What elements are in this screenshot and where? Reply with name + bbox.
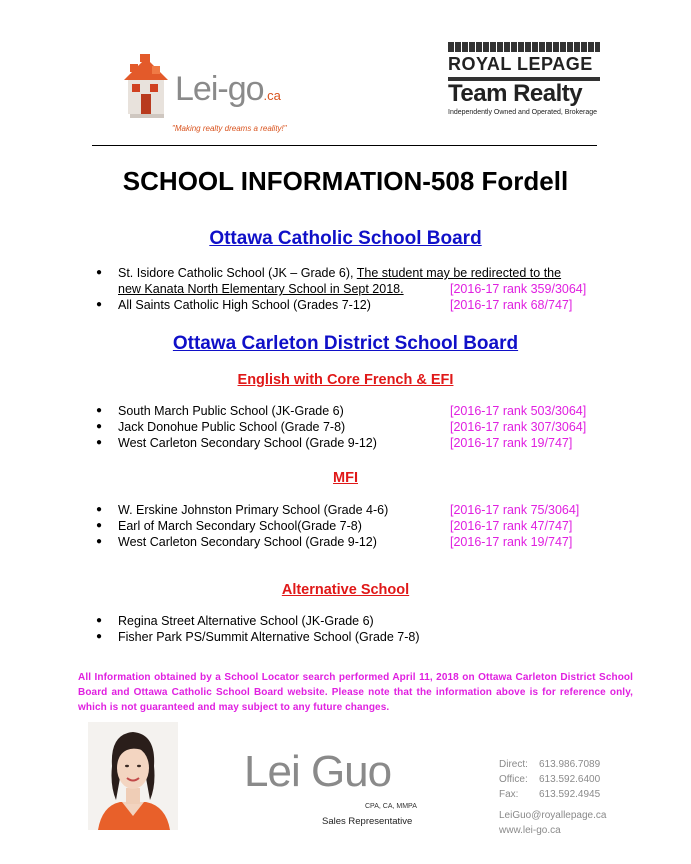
disclaimer-note: All Information obtained by a School Locator search performed April 11, 2018 on Ottawa Carleton District School Board and Ottawa Catholic School Board website. Please note that the information above is for reference only, which is not guaranteed and may subject to any future changes. [78,672,633,713]
leigo-logo-wordmark: Lei-go.ca [175,70,281,108]
bullet-icon: ● [96,421,103,432]
alternative-section-heading: Alternative School [281,582,410,598]
school-name: South March Public School (JK-Grade 6) [118,404,344,418]
contact-website[interactable]: www.lei-go.ca [499,825,561,836]
school-rank: [2016-17 rank 75/3064] [450,503,580,517]
contact-block [499,757,606,838]
leigo-logo-suffix: .ca [263,88,281,103]
school-name: Regina Street Alternative School (JK-Grade 6) [118,614,374,628]
page-title: SCHOOL INFORMATION-508 Fordell [122,166,569,196]
district-board-heading: Ottawa Carleton District School Board [172,333,519,354]
bullet-icon: ● [96,615,103,626]
school-name: Fisher Park PS/Summit Alternative School (Grade 7-8) [118,630,420,644]
bullet-icon: ● [96,267,103,278]
contact-email[interactable]: LeiGuo@royallepage.ca [499,810,607,821]
contact-fax [499,787,606,802]
contact-value: 613.592.4945 [539,789,601,800]
school-rank: [2016-17 rank 503/3064] [450,404,587,418]
school-name: Earl of March Secondary School(Grade 7-8) [118,519,362,533]
agent-photo [88,722,178,830]
school-name: West Carleton Secondary School (Grade 9-12) [118,535,377,549]
contact-label: Fax: [499,789,519,800]
bullet-icon: ● [96,631,103,642]
agent-name: Lei Guo [244,747,392,796]
brokerage-name: ROYAL LEPAGE [448,54,593,74]
brokerage-team: Team Realty [448,79,583,107]
agent-role: Sales Representative [322,816,413,827]
contact-direct [499,757,606,772]
bullet-icon: ● [96,405,103,416]
royal-lepage-logo [448,42,600,116]
mfi-section-heading: MFI [333,470,358,486]
brokerage-note: Independently Owned and Operated, Brokerage [448,108,598,116]
bullet-icon: ● [96,504,103,515]
contact-label: Office: [499,774,528,785]
leigo-house-logo [118,50,174,120]
school-rank: [2016-17 rank 68/747] [450,298,573,312]
royal-lepage-bars [448,42,600,52]
agent-credentials: CPA, CA, MMPA [365,803,417,810]
contact-label: Direct: [499,759,528,770]
header-divider [92,145,597,146]
english-section-heading: English with Core French & EFI [237,372,454,388]
bullet-icon: ● [96,520,103,531]
school-name: West Carleton Secondary School (Grade 9-12) [118,436,377,450]
school-rank: [2016-17 rank 307/3064] [450,420,587,434]
bullet-icon: ● [96,299,103,310]
school-name: St. Isidore Catholic School (JK – Grade 6), [118,266,357,280]
school-rank: [2016-17 rank 47/747] [450,519,573,533]
catholic-board-heading: Ottawa Catholic School Board [209,228,482,249]
school-name: All Saints Catholic High School (Grades 7-12) [118,298,371,312]
contact-value: 613.592.6400 [539,774,601,785]
school-rank: [2016-17 rank 359/3064] [450,282,587,296]
school-name: Jack Donohue Public School (Grade 7-8) [118,420,346,434]
bullet-icon: ● [96,536,103,547]
contact-office [499,772,606,787]
school-name: W. Erskine Johnston Primary School (Grade 4-6) [118,503,389,517]
redirect-note-continued: new Kanata North Elementary School in Sept 2018. [118,282,404,296]
contact-value: 613.986.7089 [539,759,601,770]
leigo-tagline: "Making realty dreams a reality!" [172,124,287,133]
redirect-note: The student may be redirected to the [356,266,562,280]
bullet-icon: ● [96,437,103,448]
school-rank: [2016-17 rank 19/747] [450,436,573,450]
school-rank: [2016-17 rank 19/747] [450,535,573,549]
